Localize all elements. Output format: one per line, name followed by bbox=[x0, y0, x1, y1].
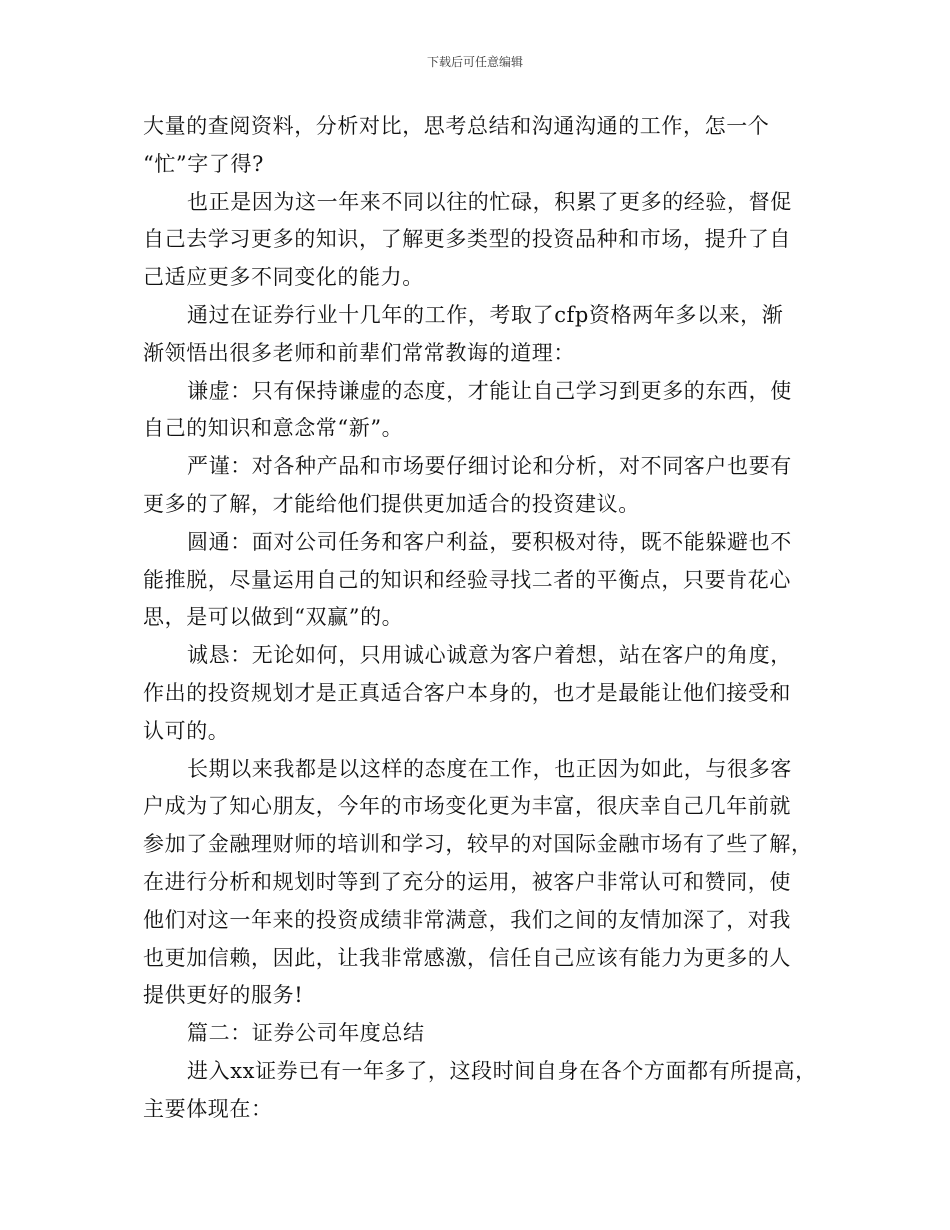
text-line: 认可的。 bbox=[143, 718, 230, 743]
text-line: 主要体现在： bbox=[143, 1096, 273, 1121]
paragraph-6 bbox=[143, 524, 815, 637]
text-line: 作出的投资规划才是正真适合客户本身的，也才是最能让他们接受和 bbox=[143, 680, 791, 705]
text-line: 诚恳：无论如何，只用诚心诚意为客户着想，站在客户的角度， bbox=[187, 643, 792, 668]
text-line: 谦虚：只有保持谦虚的态度，才能让自己学习到更多的东西，使 bbox=[187, 378, 792, 403]
text-line: 严谨：对各种产品和市场要仔细讨论和分析，对不同客户也要有 bbox=[187, 454, 792, 479]
text-line: 提供更好的服务! bbox=[143, 983, 304, 1008]
text-line: 思，是可以做到“双赢”的。 bbox=[143, 605, 404, 630]
text-line: 能推脱，尽量运用自己的知识和经验寻找二者的平衡点，只要肯花心 bbox=[143, 567, 791, 592]
document-body bbox=[143, 108, 815, 1129]
text-line: 通过在证券行业十几年的工作，考取了cfp资格两年多以来，渐 bbox=[187, 302, 784, 327]
text-line: 自己的知识和意念常“新”。 bbox=[143, 416, 404, 441]
paragraph-9 bbox=[143, 1053, 815, 1129]
paragraph-5 bbox=[143, 448, 815, 524]
text-line: 在进行分析和规划时等到了充分的运用，被客户非常认可和赞同，使 bbox=[143, 869, 791, 894]
text-line: 他们对这一年来的投资成绩非常满意，我们之间的友情加深了，对我 bbox=[143, 907, 791, 932]
section-heading bbox=[143, 1015, 815, 1053]
text-line: 也更加信赖，因此，让我非常感激，信任自己应该有能力为更多的人 bbox=[143, 945, 791, 970]
text-line: 也正是因为这一年来不同以往的忙碌，积累了更多的经验，督促 bbox=[187, 189, 792, 214]
text-line: 更多的了解，才能给他们提供更加适合的投资建议。 bbox=[143, 491, 640, 516]
text-line: “忙”字了得? bbox=[143, 151, 264, 176]
paragraph-8 bbox=[143, 751, 815, 1016]
text-line: 大量的查阅资料，分析对比，思考总结和沟通沟通的工作，怎一个 bbox=[143, 114, 770, 138]
text-line: 渐领悟出很多老师和前辈们常常教诲的道理： bbox=[143, 340, 575, 365]
page-header: 下载后可任意编辑 bbox=[426, 55, 523, 69]
text-line: 户成为了知心朋友，今年的市场变化更为丰富，很庆幸自己几年前就 bbox=[143, 794, 791, 819]
text-line: 圆通：面对公司任务和客户利益，要积极对待，既不能躲避也不 bbox=[187, 529, 792, 554]
text-line: 自己去学习更多的知识，了解更多类型的投资品种和市场，提升了自 bbox=[143, 227, 791, 252]
text-line: 长期以来我都是以这样的态度在工作，也正因为如此，与很多客 bbox=[187, 756, 792, 781]
paragraph-3 bbox=[143, 297, 815, 373]
paragraph-4 bbox=[143, 373, 815, 449]
paragraph-2 bbox=[143, 184, 815, 297]
text-line: 参加了金融理财师的培训和学习，较早的对国际金融市场有了些了解， bbox=[143, 832, 813, 857]
text-line: 进入xx证券已有一年多了，这段时间自身在各个方面都有所提高， bbox=[187, 1058, 817, 1083]
text-line: 篇二：证券公司年度总结 bbox=[187, 1021, 425, 1046]
text-line: 己适应更多不同变化的能力。 bbox=[143, 265, 424, 290]
paragraph-7 bbox=[143, 637, 815, 750]
paragraph-1 bbox=[143, 108, 815, 184]
